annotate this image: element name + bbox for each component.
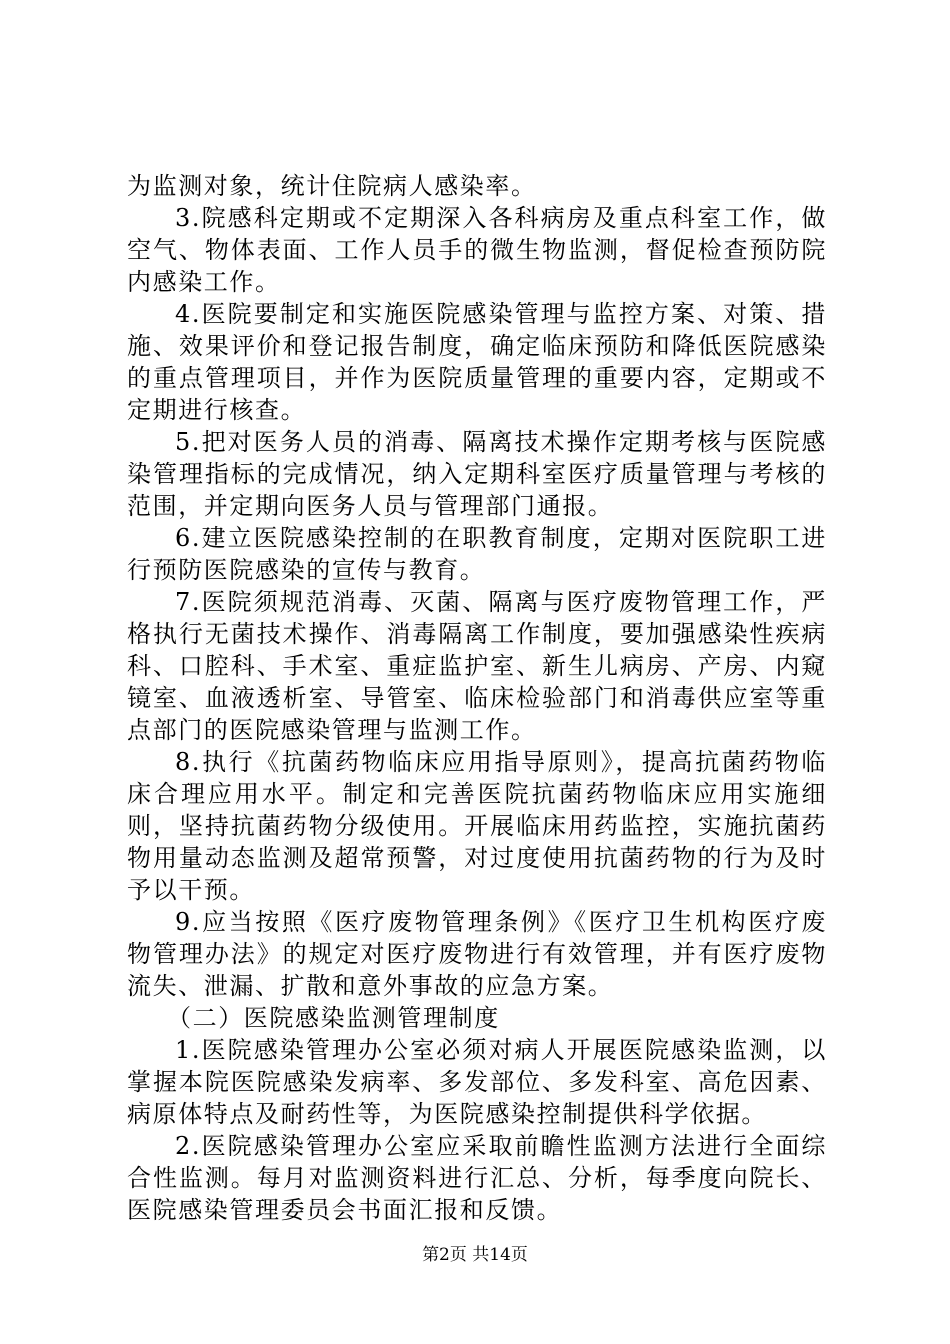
paragraph-monitoring-2: 2.医院感染管理办公室应采取前瞻性监测方法进行全面综合性监测。每月对监测资料进行汇总、分析，每季度向院长、医院感染管理委员会书面汇报和反馈。 [127, 1132, 827, 1224]
paragraph-item-6: 6.建立医院感染控制的在职教育制度，定期对医院职工进行预防医院感染的宣传与教育。 [127, 524, 827, 584]
paragraph-continuation: 为监测对象，统计住院病人感染率。 [127, 172, 537, 200]
paragraph-item-5: 5.把对医务人员的消毒、隔离技术操作定期考核与医院感染管理指标的完成情况，纳入定期科室医疗质量管理与考核的范围，并定期向医务人员与管理部门通报。 [127, 428, 827, 520]
paragraph-monitoring-1: 1.医院感染管理办公室必须对病人开展医院感染监测，以掌握本院医院感染发病率、多发部位、多发科室、高危因素、病原体特点及耐药性等，为医院感染控制提供科学依据。 [127, 1036, 827, 1128]
section-heading: （二）医院感染监测管理制度 [167, 1004, 500, 1032]
paragraph-item-9: 9.应当按照《医疗废物管理条例》《医疗卫生机构医疗废物管理办法》的规定对医疗废物进行有效管理，并有医疗废物流失、泄漏、扩散和意外事故的应急方案。 [127, 908, 827, 1000]
paragraph-item-8: 8.执行《抗菌药物临床应用指导原则》，提高抗菌药物临床合理应用水平。制定和完善医院抗菌药物临床应用实施细则，坚持抗菌药物分级使用。开展临床用药监控，实施抗菌药物用量动态监测及超常预警，对过度使用抗菌药物的行为及时予以干预。 [127, 748, 827, 904]
paragraph-item-4: 4.医院要制定和实施医院感染管理与监控方案、对策、措施、效果评价和登记报告制度，确定临床预防和降低医院感染的重点管理项目，并作为医院质量管理的重要内容，定期或不定期进行核查。 [127, 300, 827, 424]
document-body [127, 170, 827, 1226]
page-footer: 第2页 共14页 [422, 1245, 528, 1265]
paragraph-item-7: 7.医院须规范消毒、灭菌、隔离与医疗废物管理工作，严格执行无菌技术操作、消毒隔离工作制度，要加强感染性疾病科、口腔科、手术室、重症监护室、新生儿病房、产房、内窥镜室、血液透析室、导管室、临床检验部门和消毒供应室等重点部门的医院感染管理与监测工作。 [127, 588, 827, 744]
paragraph-item-3: 3.院感科定期或不定期深入各科病房及重点科室工作，做空气、物体表面、工作人员手的微生物监测，督促检查预防院内感染工作。 [127, 204, 827, 296]
